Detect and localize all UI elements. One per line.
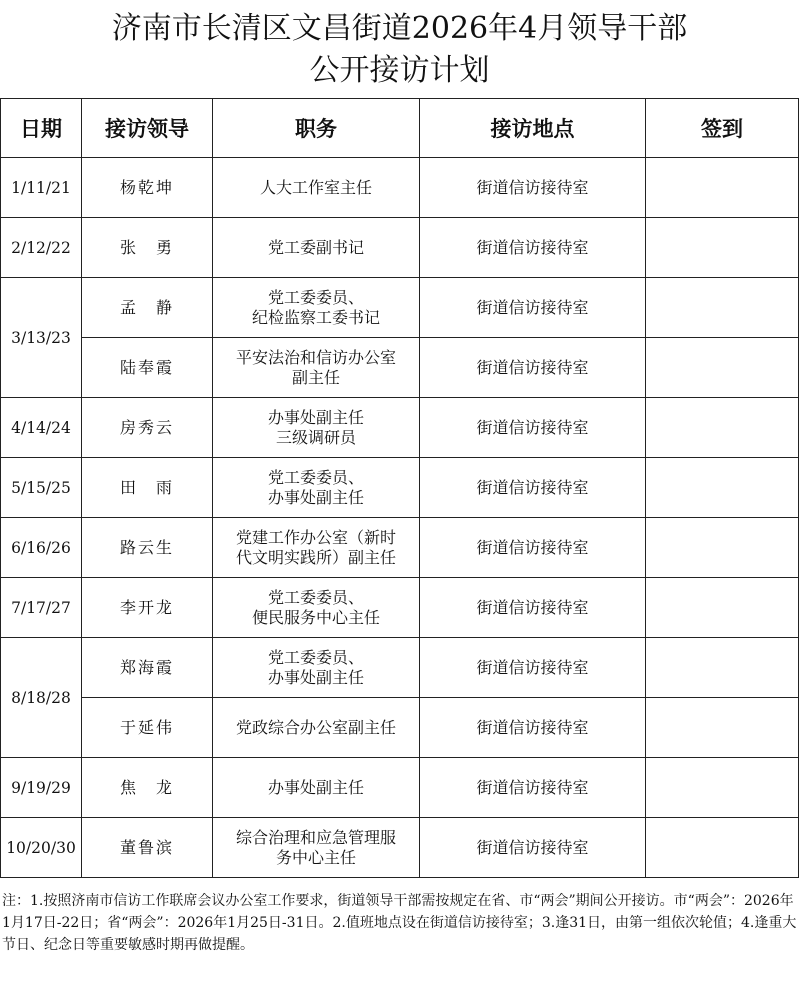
signature-cell[interactable] [646,398,799,458]
date-cell: 9/19/29 [1,758,82,818]
page-subtitle: 公开接访计划 [309,53,490,88]
signature-cell[interactable] [646,458,799,518]
date-cell: 5/15/25 [1,458,82,518]
signature-cell[interactable] [646,518,799,578]
location-cell: 街道信访接待室 [420,578,646,638]
table-row [1,158,799,218]
signature-cell[interactable] [646,338,799,398]
date-cell: 8/18/28 [1,638,82,758]
table-row [1,578,799,638]
table-row [1,518,799,578]
position-cell: 党政综合办公室副主任 [213,698,420,758]
table-row [1,338,799,398]
date-cell: 10/20/30 [1,818,82,878]
leader-cell: 杨乾坤 [82,158,213,218]
location-cell: 街道信访接待室 [420,818,646,878]
signature-cell[interactable] [646,158,799,218]
signature-cell[interactable] [646,218,799,278]
date-cell: 3/13/23 [1,278,82,398]
leader-cell: 田 雨 [82,458,213,518]
header-signature: 签到 [646,99,799,158]
leader-cell: 李开龙 [82,578,213,638]
header-location: 接访地点 [420,99,646,158]
leader-cell: 于延伟 [82,698,213,758]
position-cell: 党工委委员、 办事处副主任 [213,458,420,518]
position-cell: 平安法治和信访办公室 副主任 [213,338,420,398]
signature-cell[interactable] [646,278,799,338]
position-cell: 办事处副主任 三级调研员 [213,398,420,458]
position-cell: 党工委委员、 便民服务中心主任 [213,578,420,638]
footnote: 注：1.按照济南市信访工作联席会议办公室工作要求，街道领导干部需按规定在省、市“两会”期间公开接访。市“两会”：2026年1月17日-22日；省“两会”：2026年1月25日-31日。2.值班地点设在街道信访接待室；3.逢31日，由第一组依次轮值；4.逢重大节日、纪念日等重要敏感时期再做提醒。 [2,893,797,953]
reception-schedule-table [0,98,799,878]
table-header-row [1,99,799,158]
position-cell: 党工委副书记 [213,218,420,278]
location-cell: 街道信访接待室 [420,518,646,578]
date-cell: 7/17/27 [1,578,82,638]
location-cell: 街道信访接待室 [420,398,646,458]
date-cell: 6/16/26 [1,518,82,578]
position-cell: 党建工作办公室（新时 代文明实践所）副主任 [213,518,420,578]
header-position: 职务 [213,99,420,158]
signature-cell[interactable] [646,758,799,818]
date-cell: 2/12/22 [1,218,82,278]
signature-cell[interactable] [646,578,799,638]
signature-cell[interactable] [646,638,799,698]
position-cell: 党工委委员、 纪检监察工委书记 [213,278,420,338]
table-row [1,818,799,878]
date-cell: 1/11/21 [1,158,82,218]
table-row [1,398,799,458]
location-cell: 街道信访接待室 [420,158,646,218]
signature-cell[interactable] [646,698,799,758]
leader-cell: 孟 静 [82,278,213,338]
table-row [1,278,799,338]
leader-cell: 路云生 [82,518,213,578]
table-row [1,758,799,818]
location-cell: 街道信访接待室 [420,758,646,818]
location-cell: 街道信访接待室 [420,638,646,698]
position-cell: 人大工作室主任 [213,158,420,218]
location-cell: 街道信访接待室 [420,218,646,278]
header-date: 日期 [1,99,82,158]
location-cell: 街道信访接待室 [420,698,646,758]
header-leader: 接访领导 [82,99,213,158]
leader-cell: 董鲁滨 [82,818,213,878]
position-cell: 办事处副主任 [213,758,420,818]
leader-cell: 焦 龙 [82,758,213,818]
leader-cell: 陆奉霞 [82,338,213,398]
table-row [1,638,799,698]
table-row [1,458,799,518]
leader-cell: 房秀云 [82,398,213,458]
leader-cell: 张 勇 [82,218,213,278]
leader-cell: 郑海霞 [82,638,213,698]
page-title: 济南市长清区文昌街道2026年4月领导干部 [111,11,688,46]
location-cell: 街道信访接待室 [420,278,646,338]
date-cell: 4/14/24 [1,398,82,458]
table-row [1,218,799,278]
table-row [1,698,799,758]
location-cell: 街道信访接待室 [420,458,646,518]
location-cell: 街道信访接待室 [420,338,646,398]
signature-cell[interactable] [646,818,799,878]
position-cell: 综合治理和应急管理服 务中心主任 [213,818,420,878]
position-cell: 党工委委员、 办事处副主任 [213,638,420,698]
